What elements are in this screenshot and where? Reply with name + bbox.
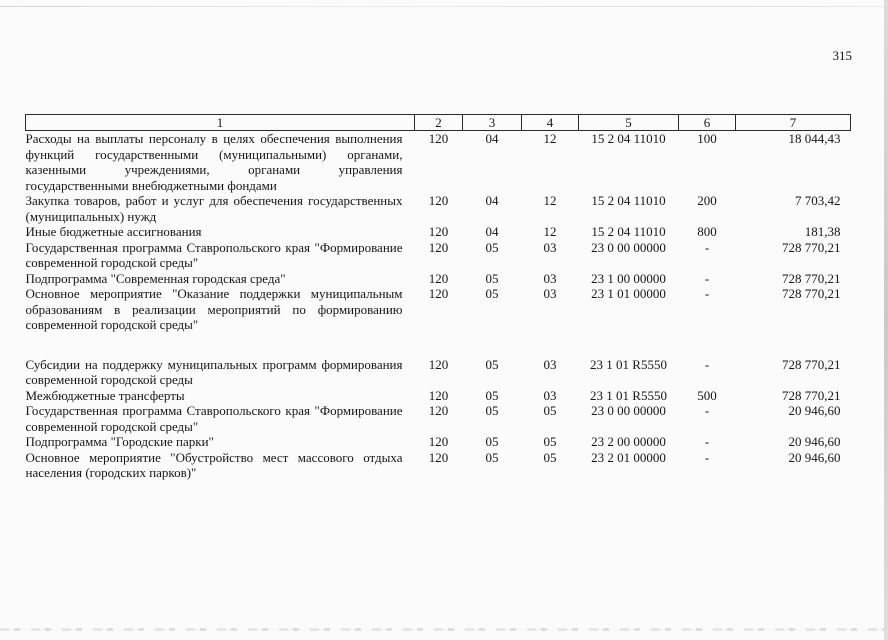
row-col-6: - xyxy=(704,449,710,465)
row-col-6: 800 xyxy=(697,224,717,239)
table-row xyxy=(26,224,851,240)
row-col-4: 05 xyxy=(543,434,557,449)
row-col-2: 120 xyxy=(428,434,449,449)
table-row xyxy=(26,388,851,404)
row-name: Основное мероприятие "Обустройство мест массового отдыха населения (городских парков)" xyxy=(25,449,403,480)
row-col-7: 728 770,21 xyxy=(782,387,841,403)
row-col-5: 15 2 04 11010 xyxy=(591,224,666,239)
row-col-3: 05 xyxy=(485,270,499,286)
table-row xyxy=(26,434,851,450)
scan-edge-top xyxy=(0,6,888,7)
row-col-4: 03 xyxy=(543,239,557,255)
row-col-2: 120 xyxy=(428,131,449,146)
row-col-2: 120 xyxy=(428,403,449,418)
row-col-6: - xyxy=(704,270,710,286)
row-col-6: - xyxy=(704,403,710,418)
row-col-5: 23 2 00 00000 xyxy=(591,434,666,449)
row-col-7: 728 770,21 xyxy=(782,270,841,286)
row-col-6: - xyxy=(704,239,710,255)
row-col-3: 04 xyxy=(485,193,499,208)
header-row xyxy=(26,115,851,131)
row-name: Расходы на выплаты персоналу в целях обеспечения выполнения функций государственными (муниципальными) органами, казенными учреждениями, органами управления государственными внебюджетными фондами xyxy=(25,131,403,193)
row-col-7: 728 770,21 xyxy=(782,286,841,301)
row-col-2: 120 xyxy=(428,286,449,301)
row-col-3: 05 xyxy=(485,387,499,403)
row-col-3: 04 xyxy=(485,131,499,146)
row-col-3: 05 xyxy=(485,286,499,301)
row-col-7: 18 044,43 xyxy=(788,131,841,146)
row-col-7: 20 946,60 xyxy=(788,403,841,418)
blank-row xyxy=(26,333,851,357)
row-col-4: 12 xyxy=(543,131,557,146)
row-col-5: 23 2 01 00000 xyxy=(591,449,666,465)
row-col-3: 05 xyxy=(485,403,499,418)
row-col-2: 120 xyxy=(428,193,449,208)
row-col-5: 23 0 00 00000 xyxy=(591,403,666,418)
header-col-3: 3 xyxy=(463,115,522,131)
table-row xyxy=(26,131,851,194)
page-number: 315 xyxy=(832,48,852,63)
row-col-2: 120 xyxy=(428,449,449,465)
row-col-2: 120 xyxy=(428,239,449,255)
row-col-2: 120 xyxy=(428,356,449,372)
table-row xyxy=(26,193,851,224)
row-name: Субсидии на поддержку муниципальных программ формирования современной городской среды xyxy=(25,356,403,387)
row-col-6: 500 xyxy=(697,387,717,403)
table-row xyxy=(26,286,851,333)
header-col-2: 2 xyxy=(415,115,463,131)
header-col-6: 6 xyxy=(679,115,736,131)
header-col-1: 1 xyxy=(26,115,415,131)
row-col-4: 12 xyxy=(543,193,557,208)
row-name: Закупка товаров, работ и услуг для обеспечения государственных (муниципальных) нужд xyxy=(25,193,403,224)
scan-edge-right xyxy=(884,0,888,640)
row-name: Подпрограмма "Городские парки" xyxy=(25,434,214,449)
row-col-6: 100 xyxy=(697,131,717,146)
table-row xyxy=(26,240,851,271)
row-name: Государственная программа Ставропольского края "Формирование современной городской среды" xyxy=(25,403,403,434)
scan-edge-bottom xyxy=(0,628,888,631)
table-row xyxy=(26,450,851,481)
row-col-5: 23 1 01 R5550 xyxy=(590,356,667,372)
row-col-7: 728 770,21 xyxy=(782,239,841,255)
row-col-6: 200 xyxy=(697,193,717,208)
row-col-4: 12 xyxy=(543,224,557,239)
row-col-7: 181,38 xyxy=(804,224,841,239)
row-col-6: - xyxy=(704,434,710,449)
row-col-4: 03 xyxy=(543,387,557,403)
row-col-5: 15 2 04 11010 xyxy=(591,131,666,146)
row-col-4: 03 xyxy=(543,356,557,372)
row-col-6: - xyxy=(704,356,710,372)
row-col-4: 03 xyxy=(543,286,557,301)
table-row xyxy=(26,403,851,434)
row-name: Государственная программа Ставропольского края "Формирование современной городской среды" xyxy=(25,239,403,270)
row-col-4: 05 xyxy=(543,449,557,465)
table-row xyxy=(26,357,851,388)
row-name: Межбюджетные трансферты xyxy=(25,387,185,403)
row-col-3: 05 xyxy=(485,449,499,465)
row-col-5: 23 1 01 00000 xyxy=(591,286,666,301)
table-row xyxy=(26,271,851,287)
row-col-5: 15 2 04 11010 xyxy=(591,193,666,208)
row-name: Иные бюджетные ассигнования xyxy=(25,224,202,239)
row-col-3: 05 xyxy=(485,434,499,449)
row-col-4: 03 xyxy=(543,270,557,286)
row-col-2: 120 xyxy=(428,224,449,239)
budget-table xyxy=(25,114,851,481)
row-col-4: 05 xyxy=(543,403,557,418)
row-col-5: 23 1 00 00000 xyxy=(591,270,666,286)
row-name: Основное мероприятие "Оказание поддержки муниципальным образованиям в реализации мероприятий по формированию современной городской среды" xyxy=(25,286,403,332)
row-col-6: - xyxy=(704,286,710,301)
header-col-5: 5 xyxy=(579,115,679,131)
row-col-7: 20 946,60 xyxy=(788,449,841,465)
row-col-2: 120 xyxy=(428,270,449,286)
row-col-7: 7 703,42 xyxy=(795,193,841,208)
row-name: Подпрограмма "Современная городская среда" xyxy=(25,270,286,286)
header-col-4: 4 xyxy=(522,115,579,131)
row-col-5: 23 0 00 00000 xyxy=(591,239,666,255)
row-col-3: 04 xyxy=(485,224,499,239)
row-col-3: 05 xyxy=(485,239,499,255)
header-col-7: 7 xyxy=(736,115,851,131)
row-col-7: 728 770,21 xyxy=(782,356,841,372)
row-col-5: 23 1 01 R5550 xyxy=(590,387,667,403)
row-col-7: 20 946,60 xyxy=(788,434,841,449)
row-col-3: 05 xyxy=(485,356,499,372)
row-col-2: 120 xyxy=(428,387,449,403)
